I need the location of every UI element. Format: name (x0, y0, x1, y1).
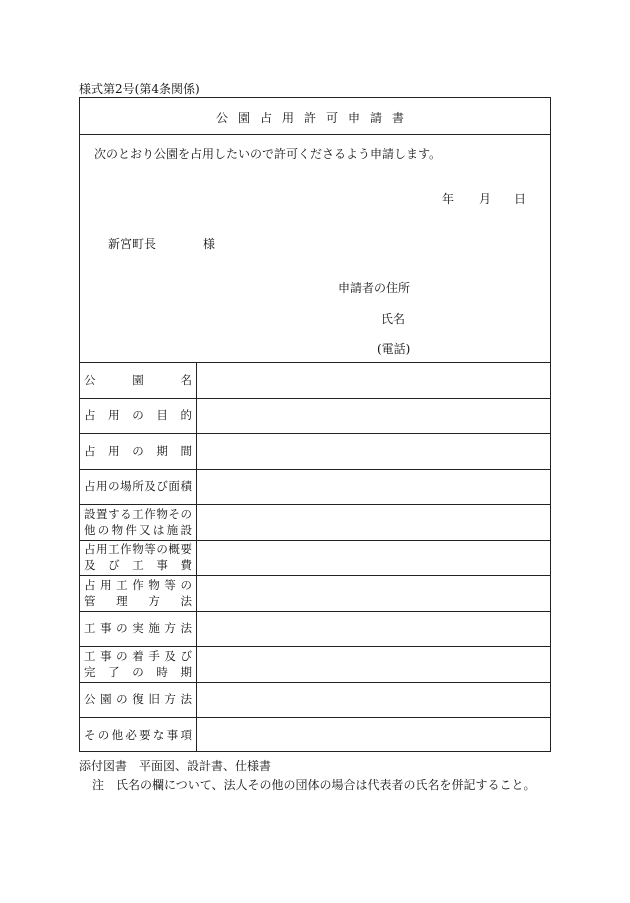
row-value-field[interactable] (197, 505, 550, 539)
row-value-field[interactable] (197, 647, 550, 681)
form-number-label: 様式第2号(第4条関係) (79, 82, 200, 96)
row-label (84, 399, 192, 433)
applicant-name-label: 氏名 (381, 312, 406, 326)
row-label (84, 434, 192, 468)
date-day-field[interactable]: 日 (514, 192, 527, 206)
row-label-line: 工事の実施方法 (84, 621, 192, 636)
row-label (84, 612, 192, 646)
addressee-honorific: 様 (203, 237, 216, 251)
date-month-field[interactable]: 月 (479, 192, 492, 206)
row-label (84, 541, 192, 575)
row-label-line: 公園の復旧方法 (84, 692, 192, 707)
row-value-field[interactable] (197, 718, 550, 752)
applicant-address-label: 申請者の住所 (338, 281, 411, 295)
row-label-line: 設置する工作物その (84, 506, 192, 521)
row-label-line: 占用工作物等の (84, 577, 192, 592)
row-label-line: 占用工作物等の概要 (84, 542, 192, 557)
row-value-field[interactable] (197, 612, 550, 646)
row-value-field[interactable] (197, 399, 550, 433)
row-value-field[interactable] (197, 541, 550, 575)
row-label-line: 他の物件又は施設 (84, 522, 192, 537)
title-row (80, 98, 550, 135)
row-value-field[interactable] (197, 363, 550, 397)
row-label-line: 管理方法 (84, 593, 192, 608)
row-value-field[interactable] (197, 434, 550, 468)
form-title: 公園占用許可申請書 (215, 111, 414, 125)
attachments-line: 添付図書 平面図、設計書、仕様書 (79, 759, 272, 773)
row-label (84, 576, 192, 610)
row-label (84, 647, 192, 681)
row-label (84, 470, 192, 504)
intro-text: 次のとおり公園を占用したいので許可くださるよう申請します。 (94, 147, 442, 161)
row-label-line: 完了の時期 (84, 664, 192, 679)
row-label (84, 718, 192, 752)
row-label (84, 683, 192, 717)
footnote: 注 氏名の欄について、法人その他の団体の場合は代表者の氏名を併記すること。 (92, 778, 536, 792)
application-form (79, 97, 551, 752)
row-value-field[interactable] (197, 683, 550, 717)
row-label-line: 占用の目的 (84, 408, 192, 423)
date-year-field[interactable]: 年 (442, 192, 455, 206)
row-label-line: その他必要な事項 (84, 727, 192, 742)
row-label (84, 363, 192, 397)
row-label-line: 及び工事費 (84, 558, 192, 573)
row-value-field[interactable] (197, 470, 550, 504)
applicant-phone-label: (電話) (377, 342, 411, 356)
row-label-line: 占用の場所及び面積 (84, 479, 192, 494)
row-label (84, 505, 192, 539)
row-label-line: 工事の着手及び (84, 648, 192, 663)
row-label-line: 公園名 (84, 372, 192, 387)
row-label-line: 占用の期間 (84, 443, 192, 458)
row-value-field[interactable] (197, 576, 550, 610)
addressee-name: 新宮町長 (108, 237, 157, 251)
